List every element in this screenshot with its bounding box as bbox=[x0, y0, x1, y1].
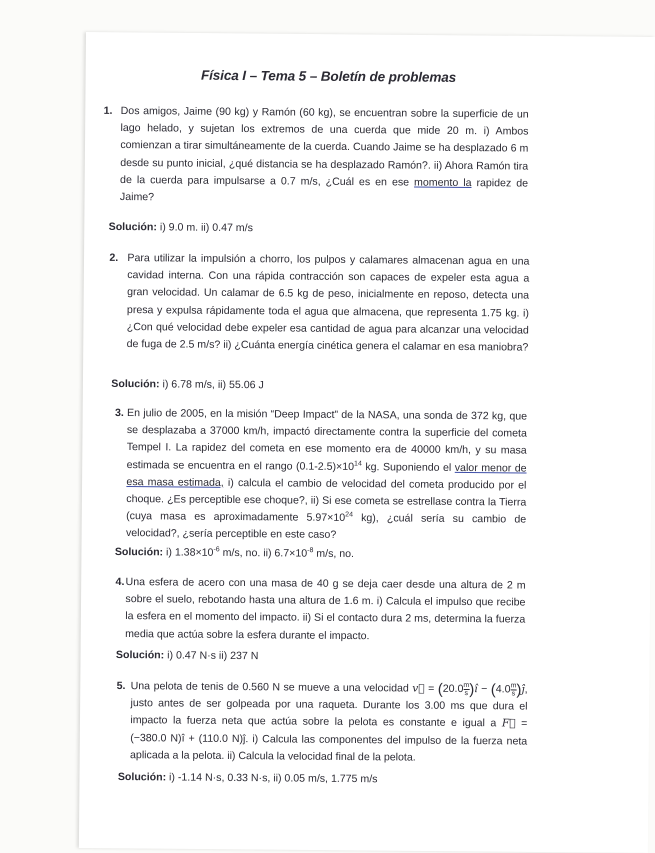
solution-text: i) 9.0 m. ii) 0.47 m/s bbox=[156, 221, 253, 235]
problem-number: 4. bbox=[115, 575, 125, 589]
problem-text: Dos amigos, Jaime (90 kg) y Ramón (60 kg), se encuentran sobre la superficie de un lago helado, y sujetan los extremos de una cuerda que mide 20 m. i) Ambos comienzan a tirar simultáneamente de la cuerda. Cuando Jaime se ha desplazado 6 m desde su punto inicial, ¿qué distancia se ha desplazado Ramón?. ii) Ahora Ramón tira de la cuerda para impulsarse a 0.7 m/s, ¿Cuál es en ese momento la rapidez de Jaime? bbox=[119, 104, 529, 204]
solution-5 bbox=[118, 770, 378, 786]
underlined-text: valor menor de esa masa estimada, bbox=[126, 461, 527, 489]
problem-4 bbox=[115, 574, 526, 646]
solution-4 bbox=[116, 648, 259, 663]
solution-text: i) 6.78 m/s, ii) 55.06 J bbox=[159, 378, 264, 392]
unit-fraction: $\frac{m}{s}$ bbox=[463, 681, 470, 697]
problem-number: 2. bbox=[109, 251, 119, 264]
solution-1 bbox=[109, 220, 253, 235]
problem-2 bbox=[109, 250, 530, 357]
problem-number: 3. bbox=[115, 406, 124, 420]
problem-text: En julio de 2005, en la misión “Deep Impact” de la NASA, una sonda de 372 kg, que se desplazaba a 37000 km/h, impactó directamente contra la superficie del cometa Tempel I. La rapidez del cometa en ese momento era de 40000 km/h, y su masa estimada se encuentra en el rango $(0.1-2.5)\times 10^{14}$ kg. Suponiendo el valor menor de esa masa estimada, i) calcula el cambio de velocidad del cometa producido por el choque. ¿Es perceptible ese choque?, ii) Si ese cometa se estrellase contra la Tierra (cuya masa es aproximadamente $5.97\times 10^{24}$ kg), ¿cuál sería su cambio de velocidad?, ¿sería perceptible en este caso? bbox=[125, 407, 528, 542]
solution-label: Solución: bbox=[115, 648, 165, 662]
problem-number: 5. bbox=[116, 679, 126, 693]
solution-3: Solución: i) $1.38\times 10^{-6}$ m/s, no. ii) $6.7\times 10^{-8}$ m/s, no. bbox=[114, 545, 355, 561]
solution-label: Solución: bbox=[117, 770, 167, 784]
exponent: 24 bbox=[345, 511, 354, 519]
solution-label: Solución: bbox=[108, 220, 157, 234]
solution-text: i) -1.14 N·s, 0.33 N·s, ii) 0.05 m/s, 1.775 m/s bbox=[166, 771, 378, 786]
solution-2 bbox=[111, 377, 264, 392]
problem-1 bbox=[103, 103, 529, 210]
page-title: Física I – Tema 5 – Boletín de problemas bbox=[200, 67, 457, 85]
solution-label: Solución: bbox=[111, 377, 160, 391]
force-vector: F⃗ bbox=[501, 717, 516, 730]
underlined-text: momento la bbox=[414, 176, 472, 189]
problem-number: 1. bbox=[103, 104, 113, 117]
unit-fraction: $\frac{m}{s}$ bbox=[510, 682, 517, 698]
solution-label: Solución: bbox=[114, 545, 164, 559]
problem-5 bbox=[116, 678, 528, 767]
solution-text: i) 0.47 N·s ii) 237 N bbox=[164, 649, 259, 663]
problem-text: Una pelota de tenis de 0.560 N se mueve a una velocidad v⃗ = (20.0 $\frac{m}{s}$ )î − (4.0 $\frac{m}{s}$ )ĵ, justo antes de ser golpeada por una raqueta. Durante los 3.00 ms que dura el impacto la fuerza neta que actúa sobre la pelota es constante e igual a F⃗ = (−380.0 N)î + (110.0 N)ĵ. i) Calcula las componentes del impulso de la fuerza neta aplicada a la pelota. ii) Calcula la velocidad final de la pelota. bbox=[130, 680, 528, 764]
problem-text: Para utilizar la impulsión a chorro, los pulpos y calamares almacenan agua en una cavidad interna. Con una rápida contracción son capaces de expeler esta agua a gran velocidad. Un calamar de 6.5 kg de peso, inicialmente en reposo, detecta una presa y expulsa rápidamente toda el agua que almacena, que representa 1.75 kg. i) ¿Con qué velocidad debe expeler esa cantidad de agua para alcanzar una velocidad de fuga de 2.5 m/s? ii) ¿Cuánta energía cinética genera el calamar en esa maniobra? bbox=[126, 252, 530, 354]
problem-3 bbox=[115, 405, 528, 546]
velocity-vector: v⃗ bbox=[412, 682, 425, 695]
problem-text: Una esfera de acero con una masa de 40 g se deja caer desde una altura de 2 m sobre el suelo, rebotando hasta una altura de 1.6 m. i) Calcula el impulso que recibe la esfera en el momento del impacto. ii) Si el contacto dura 2 ms, determina la fuerza media que actúa sobre la esfera durante el impacto. bbox=[125, 576, 526, 642]
exponent: 14 bbox=[354, 460, 362, 468]
